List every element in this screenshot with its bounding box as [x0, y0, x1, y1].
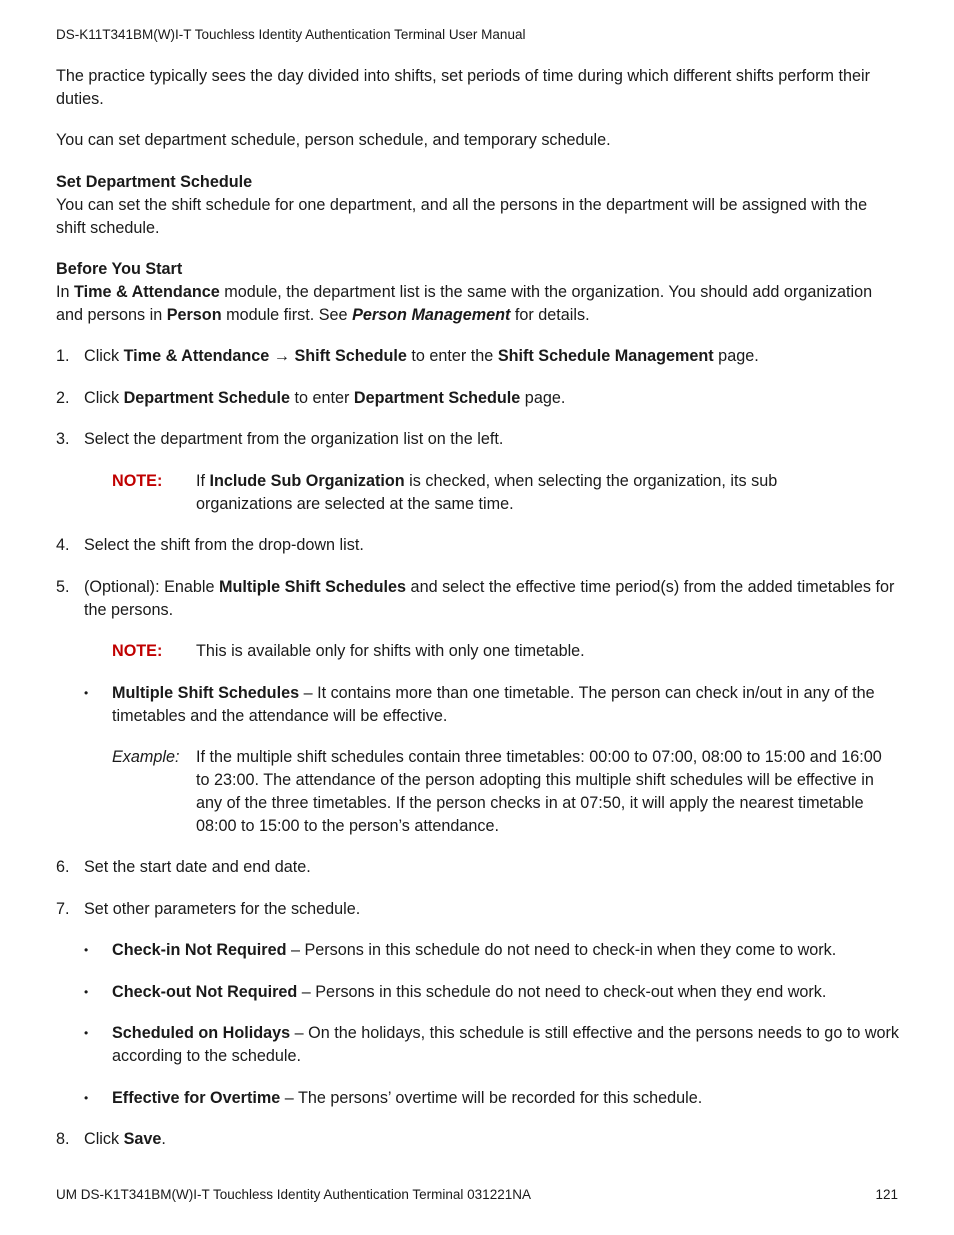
- page-footer: [56, 1187, 898, 1202]
- intro-paragraph-2: You can set department schedule, person schedule, and temporary schedule.: [56, 131, 611, 149]
- bullet-icon: •: [84, 985, 89, 999]
- section-description: You can set the shift schedule for one department, and all the persons in the department will be assigned with the shift schedule.: [56, 196, 868, 237]
- bullet-icon: •: [84, 943, 89, 957]
- note-label: NOTE:: [112, 642, 163, 660]
- page-header: DS-K11T341BM(W)I-T Touchless Identity Authentication Terminal User Manual: [56, 27, 526, 42]
- section-title: Set Department Schedule: [56, 173, 253, 191]
- bullet-icon: •: [84, 1091, 89, 1105]
- bullet-icon: •: [84, 686, 89, 700]
- note-label: NOTE:: [112, 472, 163, 490]
- intro-paragraph-1: The practice typically sees the day divided into shifts, set periods of time during which different shifts perform their duties.: [56, 67, 870, 108]
- before-you-start-title: Before You Start: [56, 260, 183, 278]
- before-you-start-text: In Time & Attendance module, the department list is the same with the organization. You should add organization and persons in Person module first. See Person Management for details.: [56, 283, 873, 324]
- footer-doc-id: UM DS-K1T341BM(W)I-T Touchless Identity Authentication Terminal 031221NA: [56, 1187, 531, 1202]
- bullet-icon: •: [84, 1026, 89, 1040]
- page-number: 121: [875, 1187, 898, 1202]
